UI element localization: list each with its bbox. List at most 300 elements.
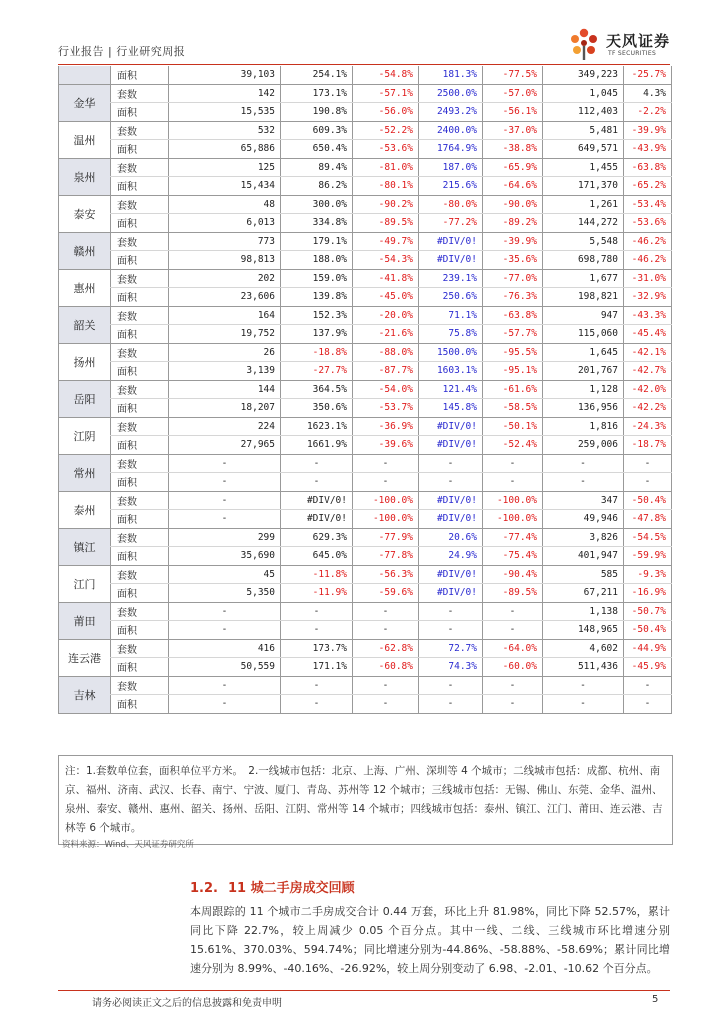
value-cell: 364.5% bbox=[281, 380, 353, 399]
metric-label: 套数 bbox=[111, 195, 169, 214]
value-cell: 334.8% bbox=[281, 214, 353, 233]
value-cell: - bbox=[169, 602, 281, 621]
value-cell: -11.9% bbox=[281, 584, 353, 603]
value-cell: - bbox=[543, 473, 624, 492]
value-cell: 171,370 bbox=[543, 177, 624, 196]
value-cell: 300.0% bbox=[281, 195, 353, 214]
value-cell: 201,767 bbox=[543, 362, 624, 381]
city-cell: 连云港 bbox=[59, 639, 111, 676]
value-cell: 1661.9% bbox=[281, 436, 353, 455]
value-cell: 259,006 bbox=[543, 436, 624, 455]
value-cell: 1623.1% bbox=[281, 417, 353, 436]
table-row bbox=[59, 121, 672, 140]
table-row bbox=[59, 84, 672, 103]
value-cell: 1,645 bbox=[543, 343, 624, 362]
value-cell: 125 bbox=[169, 158, 281, 177]
value-cell: 35,690 bbox=[169, 547, 281, 566]
value-cell: 1,045 bbox=[543, 84, 624, 103]
value-cell: 24.9% bbox=[419, 547, 483, 566]
value-cell: -38.8% bbox=[483, 140, 543, 159]
metric-label: 套数 bbox=[111, 232, 169, 251]
value-cell: 350.6% bbox=[281, 399, 353, 418]
value-cell: -42.1% bbox=[624, 343, 672, 362]
value-cell: - bbox=[281, 676, 353, 695]
value-cell: 215.6% bbox=[419, 177, 483, 196]
value-cell: - bbox=[419, 676, 483, 695]
value-cell: -60.8% bbox=[353, 658, 419, 677]
city-cell: 泰安 bbox=[59, 195, 111, 232]
value-cell: 86.2% bbox=[281, 177, 353, 196]
city-cell: 镇江 bbox=[59, 528, 111, 565]
value-cell: -43.9% bbox=[624, 140, 672, 159]
value-cell: -27.7% bbox=[281, 362, 353, 381]
value-cell: -90.4% bbox=[483, 565, 543, 584]
metric-label: 套数 bbox=[111, 491, 169, 510]
value-cell: 416 bbox=[169, 639, 281, 658]
value-cell: 39,103 bbox=[169, 66, 281, 84]
table-note: 注：1.套数单位套，面积单位平方米。 2.一线城市包括：北京、上海、广州、深圳等 4 个城市；二线城市包括：成都、杭州、南京、福州、济南、武汉、长春、南宁、宁波、厦门、青岛、苏州等 12 个城市；三线城市包括：无锡、佛山、东莞、金华、温州、泉州、泰安、赣州、惠州、韶关、扬州、岳阳、江阴、常州等 14 个城市；四线城市包括：泰州、镇江、江门、莆田、连云港、吉林等 6 个城市。 bbox=[58, 755, 673, 845]
value-cell: 1,138 bbox=[543, 602, 624, 621]
table-row bbox=[59, 269, 672, 288]
value-cell: - bbox=[483, 695, 543, 714]
table-row bbox=[59, 639, 672, 658]
value-cell: #DIV/0! bbox=[419, 232, 483, 251]
value-cell: #DIV/0! bbox=[419, 584, 483, 603]
value-cell: - bbox=[543, 454, 624, 473]
value-cell: #DIV/0! bbox=[281, 510, 353, 529]
value-cell: 2493.2% bbox=[419, 103, 483, 122]
value-cell: - bbox=[483, 473, 543, 492]
metric-label: 套数 bbox=[111, 639, 169, 658]
metric-label: 套数 bbox=[111, 528, 169, 547]
value-cell: -18.7% bbox=[624, 436, 672, 455]
metric-label: 套数 bbox=[111, 454, 169, 473]
value-cell: 5,350 bbox=[169, 584, 281, 603]
metric-label: 套数 bbox=[111, 306, 169, 325]
city-cell: 吉林 bbox=[59, 676, 111, 713]
value-cell: -16.9% bbox=[624, 584, 672, 603]
value-cell: -61.6% bbox=[483, 380, 543, 399]
value-cell: - bbox=[419, 602, 483, 621]
value-cell: -59.9% bbox=[624, 547, 672, 566]
value-cell: -63.8% bbox=[483, 306, 543, 325]
value-cell: -100.0% bbox=[353, 491, 419, 510]
value-cell: -54.8% bbox=[353, 66, 419, 84]
city-cell: 韶关 bbox=[59, 306, 111, 343]
value-cell: 1,455 bbox=[543, 158, 624, 177]
metric-label: 套数 bbox=[111, 565, 169, 584]
table-row bbox=[59, 510, 672, 529]
value-cell: 650.4% bbox=[281, 140, 353, 159]
value-cell: 250.6% bbox=[419, 288, 483, 307]
value-cell: -50.4% bbox=[624, 491, 672, 510]
value-cell: 645.0% bbox=[281, 547, 353, 566]
value-cell: 532 bbox=[169, 121, 281, 140]
table-row bbox=[59, 584, 672, 603]
value-cell: 171.1% bbox=[281, 658, 353, 677]
value-cell: -9.3% bbox=[624, 565, 672, 584]
value-cell: -18.8% bbox=[281, 343, 353, 362]
value-cell: - bbox=[353, 473, 419, 492]
value-cell: - bbox=[169, 454, 281, 473]
value-cell: 145.8% bbox=[419, 399, 483, 418]
value-cell: -77.4% bbox=[483, 528, 543, 547]
value-cell: -90.0% bbox=[483, 195, 543, 214]
value-cell: -37.0% bbox=[483, 121, 543, 140]
value-cell: 649,571 bbox=[543, 140, 624, 159]
value-cell: - bbox=[169, 473, 281, 492]
value-cell: - bbox=[353, 676, 419, 695]
value-cell: 19,752 bbox=[169, 325, 281, 344]
value-cell: 48 bbox=[169, 195, 281, 214]
value-cell: 26 bbox=[169, 343, 281, 362]
value-cell: -63.8% bbox=[624, 158, 672, 177]
value-cell: - bbox=[483, 602, 543, 621]
value-cell: #DIV/0! bbox=[419, 251, 483, 270]
value-cell: 115,060 bbox=[543, 325, 624, 344]
metric-label: 面积 bbox=[111, 436, 169, 455]
value-cell: - bbox=[419, 473, 483, 492]
value-cell: -88.0% bbox=[353, 343, 419, 362]
value-cell: 254.1% bbox=[281, 66, 353, 84]
value-cell: 144,272 bbox=[543, 214, 624, 233]
metric-label: 套数 bbox=[111, 84, 169, 103]
city-cell: 扬州 bbox=[59, 343, 111, 380]
value-cell: -20.0% bbox=[353, 306, 419, 325]
table-row bbox=[59, 195, 672, 214]
city-cell: 泰州 bbox=[59, 491, 111, 528]
metric-label: 套数 bbox=[111, 343, 169, 362]
value-cell: -50.1% bbox=[483, 417, 543, 436]
value-cell: 2500.0% bbox=[419, 84, 483, 103]
value-cell: -62.8% bbox=[353, 639, 419, 658]
city-cell: 莆田 bbox=[59, 602, 111, 639]
body-paragraph: 本周跟踪的 11 个城市二手房成交合计 0.44 万套，环比上升 81.98%，同比下降 52.57%，累计同比下降 22.7%，较上周减少 0.05 个百分点。其中一线、二线、三线城市环比增速分别 15.61%、370.03%、594.74%；同比增速分别为-44.86%、-58.88%、-58.69%；累计同比增速分别为 8.99%、-40.16%、-26.92%，较上周分别变动了 6.98、-2.01、-10.62 个百分点。 bbox=[190, 905, 670, 975]
table-row bbox=[59, 621, 672, 640]
value-cell: 5,548 bbox=[543, 232, 624, 251]
value-cell: -35.6% bbox=[483, 251, 543, 270]
table-row bbox=[59, 602, 672, 621]
table-row bbox=[59, 140, 672, 159]
table-row bbox=[59, 547, 672, 566]
value-cell: -24.3% bbox=[624, 417, 672, 436]
value-cell: 89.4% bbox=[281, 158, 353, 177]
value-cell: 198,821 bbox=[543, 288, 624, 307]
section-number: 1.2. bbox=[190, 881, 218, 896]
value-cell: -75.4% bbox=[483, 547, 543, 566]
value-cell: - bbox=[169, 621, 281, 640]
table-row bbox=[59, 676, 672, 695]
table-row bbox=[59, 491, 672, 510]
value-cell: - bbox=[281, 621, 353, 640]
value-cell: -100.0% bbox=[483, 510, 543, 529]
value-cell: -59.6% bbox=[353, 584, 419, 603]
value-cell: -80.1% bbox=[353, 177, 419, 196]
value-cell: -42.2% bbox=[624, 399, 672, 418]
table-row bbox=[59, 473, 672, 492]
value-cell: -2.2% bbox=[624, 103, 672, 122]
section-title: 11 城二手房成交回顾 bbox=[227, 881, 355, 896]
value-cell: - bbox=[353, 602, 419, 621]
value-cell: - bbox=[419, 695, 483, 714]
table-row bbox=[59, 399, 672, 418]
value-cell: 187.0% bbox=[419, 158, 483, 177]
value-cell: 585 bbox=[543, 565, 624, 584]
report-category: 行业报告 | 行业研究周报 bbox=[58, 45, 186, 58]
value-cell: -56.0% bbox=[353, 103, 419, 122]
value-cell: 188.0% bbox=[281, 251, 353, 270]
metric-label: 套数 bbox=[111, 676, 169, 695]
value-cell: #DIV/0! bbox=[419, 510, 483, 529]
value-cell: 173.1% bbox=[281, 84, 353, 103]
value-cell: -87.7% bbox=[353, 362, 419, 381]
value-cell: -50.4% bbox=[624, 621, 672, 640]
value-cell: -57.7% bbox=[483, 325, 543, 344]
disclaimer: 请务必阅读正文之后的信息披露和免责申明 bbox=[92, 998, 282, 1009]
value-cell: 4.3% bbox=[624, 84, 672, 103]
table-row bbox=[59, 214, 672, 233]
value-cell: - bbox=[624, 695, 672, 714]
value-cell: 121.4% bbox=[419, 380, 483, 399]
table-row bbox=[59, 695, 672, 714]
value-cell: 1,128 bbox=[543, 380, 624, 399]
metric-label: 面积 bbox=[111, 399, 169, 418]
value-cell: 190.8% bbox=[281, 103, 353, 122]
value-cell: 224 bbox=[169, 417, 281, 436]
value-cell: -45.9% bbox=[624, 658, 672, 677]
value-cell: 347 bbox=[543, 491, 624, 510]
logo-name: 天风证券 bbox=[606, 32, 671, 50]
value-cell: 137.9% bbox=[281, 325, 353, 344]
value-cell: -43.3% bbox=[624, 306, 672, 325]
value-cell: 1603.1% bbox=[419, 362, 483, 381]
value-cell: 773 bbox=[169, 232, 281, 251]
value-cell: 164 bbox=[169, 306, 281, 325]
value-cell: -44.9% bbox=[624, 639, 672, 658]
metric-label: 面积 bbox=[111, 658, 169, 677]
value-cell: 4,602 bbox=[543, 639, 624, 658]
value-cell: 609.3% bbox=[281, 121, 353, 140]
value-cell: 1500.0% bbox=[419, 343, 483, 362]
value-cell: 299 bbox=[169, 528, 281, 547]
value-cell: -56.3% bbox=[353, 565, 419, 584]
value-cell: -54.5% bbox=[624, 528, 672, 547]
value-cell: -56.1% bbox=[483, 103, 543, 122]
value-cell: - bbox=[281, 695, 353, 714]
city-cell: 江门 bbox=[59, 565, 111, 602]
table-row bbox=[59, 232, 672, 251]
metric-label: 面积 bbox=[111, 214, 169, 233]
table-row bbox=[59, 565, 672, 584]
value-cell: 139.8% bbox=[281, 288, 353, 307]
value-cell: -95.1% bbox=[483, 362, 543, 381]
value-cell: 401,947 bbox=[543, 547, 624, 566]
value-cell: - bbox=[419, 454, 483, 473]
metric-label: 面积 bbox=[111, 103, 169, 122]
table-row bbox=[59, 417, 672, 436]
page-number: 5 bbox=[652, 994, 659, 1005]
value-cell: -42.0% bbox=[624, 380, 672, 399]
value-cell: 45 bbox=[169, 565, 281, 584]
value-cell: -77.2% bbox=[419, 214, 483, 233]
value-cell: -60.0% bbox=[483, 658, 543, 677]
value-cell: -53.6% bbox=[353, 140, 419, 159]
value-cell: 6,013 bbox=[169, 214, 281, 233]
table-row bbox=[59, 380, 672, 399]
value-cell: 136,956 bbox=[543, 399, 624, 418]
value-cell: 144 bbox=[169, 380, 281, 399]
value-cell: -77.5% bbox=[483, 66, 543, 84]
value-cell: - bbox=[281, 602, 353, 621]
value-cell: #DIV/0! bbox=[419, 491, 483, 510]
table-row bbox=[59, 103, 672, 122]
value-cell: - bbox=[281, 473, 353, 492]
value-cell: 511,436 bbox=[543, 658, 624, 677]
value-cell: 18,207 bbox=[169, 399, 281, 418]
value-cell: -47.8% bbox=[624, 510, 672, 529]
metric-label: 面积 bbox=[111, 584, 169, 603]
value-cell: 1,261 bbox=[543, 195, 624, 214]
table-row bbox=[59, 343, 672, 362]
value-cell: 5,481 bbox=[543, 121, 624, 140]
value-cell: -64.6% bbox=[483, 177, 543, 196]
value-cell: -21.6% bbox=[353, 325, 419, 344]
value-cell: -46.2% bbox=[624, 232, 672, 251]
value-cell: 1,816 bbox=[543, 417, 624, 436]
value-cell: 49,946 bbox=[543, 510, 624, 529]
header-divider bbox=[58, 64, 670, 65]
value-cell: -11.8% bbox=[281, 565, 353, 584]
table-row bbox=[59, 528, 672, 547]
value-cell: -76.3% bbox=[483, 288, 543, 307]
company-logo bbox=[566, 26, 686, 62]
value-cell: 349,223 bbox=[543, 66, 624, 84]
value-cell: -65.2% bbox=[624, 177, 672, 196]
value-cell: - bbox=[353, 454, 419, 473]
logo-subtitle: TF SECURITIES bbox=[608, 50, 657, 57]
metric-label: 面积 bbox=[111, 66, 169, 84]
value-cell: 1,677 bbox=[543, 269, 624, 288]
table-row bbox=[59, 158, 672, 177]
value-cell: 50,559 bbox=[169, 658, 281, 677]
data-source: 资料来源：Wind、天风证券研究所 bbox=[62, 840, 194, 850]
metric-label: 面积 bbox=[111, 288, 169, 307]
table-row bbox=[59, 436, 672, 455]
value-cell: 75.8% bbox=[419, 325, 483, 344]
footer-divider bbox=[58, 990, 670, 991]
value-cell: 3,826 bbox=[543, 528, 624, 547]
value-cell: - bbox=[353, 695, 419, 714]
table-row bbox=[59, 177, 672, 196]
metric-label: 套数 bbox=[111, 380, 169, 399]
value-cell: 1764.9% bbox=[419, 140, 483, 159]
value-cell: #DIV/0! bbox=[419, 417, 483, 436]
value-cell: 27,965 bbox=[169, 436, 281, 455]
value-cell: -89.5% bbox=[483, 584, 543, 603]
value-cell: - bbox=[483, 676, 543, 695]
value-cell: #DIV/0! bbox=[281, 491, 353, 510]
value-cell: -49.7% bbox=[353, 232, 419, 251]
value-cell: -50.7% bbox=[624, 602, 672, 621]
value-cell: -77.8% bbox=[353, 547, 419, 566]
metric-label: 面积 bbox=[111, 621, 169, 640]
table-row bbox=[59, 306, 672, 325]
value-cell: 65,886 bbox=[169, 140, 281, 159]
value-cell: - bbox=[281, 454, 353, 473]
metric-label: 面积 bbox=[111, 510, 169, 529]
value-cell: -52.4% bbox=[483, 436, 543, 455]
value-cell: -39.9% bbox=[624, 121, 672, 140]
table-row bbox=[59, 658, 672, 677]
value-cell: -41.8% bbox=[353, 269, 419, 288]
value-cell: 23,606 bbox=[169, 288, 281, 307]
value-cell: -80.0% bbox=[419, 195, 483, 214]
value-cell: 148,965 bbox=[543, 621, 624, 640]
value-cell: -45.0% bbox=[353, 288, 419, 307]
metric-label: 套数 bbox=[111, 121, 169, 140]
value-cell: 142 bbox=[169, 84, 281, 103]
metric-label: 面积 bbox=[111, 547, 169, 566]
value-cell: -57.1% bbox=[353, 84, 419, 103]
value-cell: -89.5% bbox=[353, 214, 419, 233]
metric-label: 面积 bbox=[111, 251, 169, 270]
value-cell: -65.9% bbox=[483, 158, 543, 177]
value-cell: 67,211 bbox=[543, 584, 624, 603]
value-cell: 2400.0% bbox=[419, 121, 483, 140]
value-cell: - bbox=[169, 491, 281, 510]
city-cell: 常州 bbox=[59, 454, 111, 491]
value-cell: - bbox=[169, 695, 281, 714]
value-cell: -52.2% bbox=[353, 121, 419, 140]
value-cell: 173.7% bbox=[281, 639, 353, 658]
value-cell: - bbox=[169, 676, 281, 695]
value-cell: - bbox=[624, 676, 672, 695]
value-cell: - bbox=[169, 510, 281, 529]
metric-label: 面积 bbox=[111, 473, 169, 492]
value-cell: -58.5% bbox=[483, 399, 543, 418]
value-cell: -39.6% bbox=[353, 436, 419, 455]
value-cell: - bbox=[624, 473, 672, 492]
value-cell: -53.7% bbox=[353, 399, 419, 418]
metric-label: 面积 bbox=[111, 325, 169, 344]
value-cell: -95.5% bbox=[483, 343, 543, 362]
city-cell: 泉州 bbox=[59, 158, 111, 195]
city-cell: 岳阳 bbox=[59, 380, 111, 417]
city-cell: 赣州 bbox=[59, 232, 111, 269]
value-cell: -81.0% bbox=[353, 158, 419, 177]
value-cell: 74.3% bbox=[419, 658, 483, 677]
value-cell: 181.3% bbox=[419, 66, 483, 84]
city-cell: 温州 bbox=[59, 121, 111, 158]
metric-label: 面积 bbox=[111, 140, 169, 159]
value-cell: -100.0% bbox=[353, 510, 419, 529]
value-cell: 239.1% bbox=[419, 269, 483, 288]
value-cell: -25.7% bbox=[624, 66, 672, 84]
value-cell: 179.1% bbox=[281, 232, 353, 251]
city-cell bbox=[59, 66, 111, 84]
value-cell: -39.9% bbox=[483, 232, 543, 251]
value-cell: -90.2% bbox=[353, 195, 419, 214]
value-cell: -53.6% bbox=[624, 214, 672, 233]
metric-label: 套数 bbox=[111, 158, 169, 177]
value-cell: - bbox=[624, 454, 672, 473]
value-cell: 98,813 bbox=[169, 251, 281, 270]
value-cell: - bbox=[353, 621, 419, 640]
section-heading bbox=[190, 877, 355, 896]
value-cell: - bbox=[543, 695, 624, 714]
value-cell: -77.9% bbox=[353, 528, 419, 547]
table-row bbox=[59, 251, 672, 270]
